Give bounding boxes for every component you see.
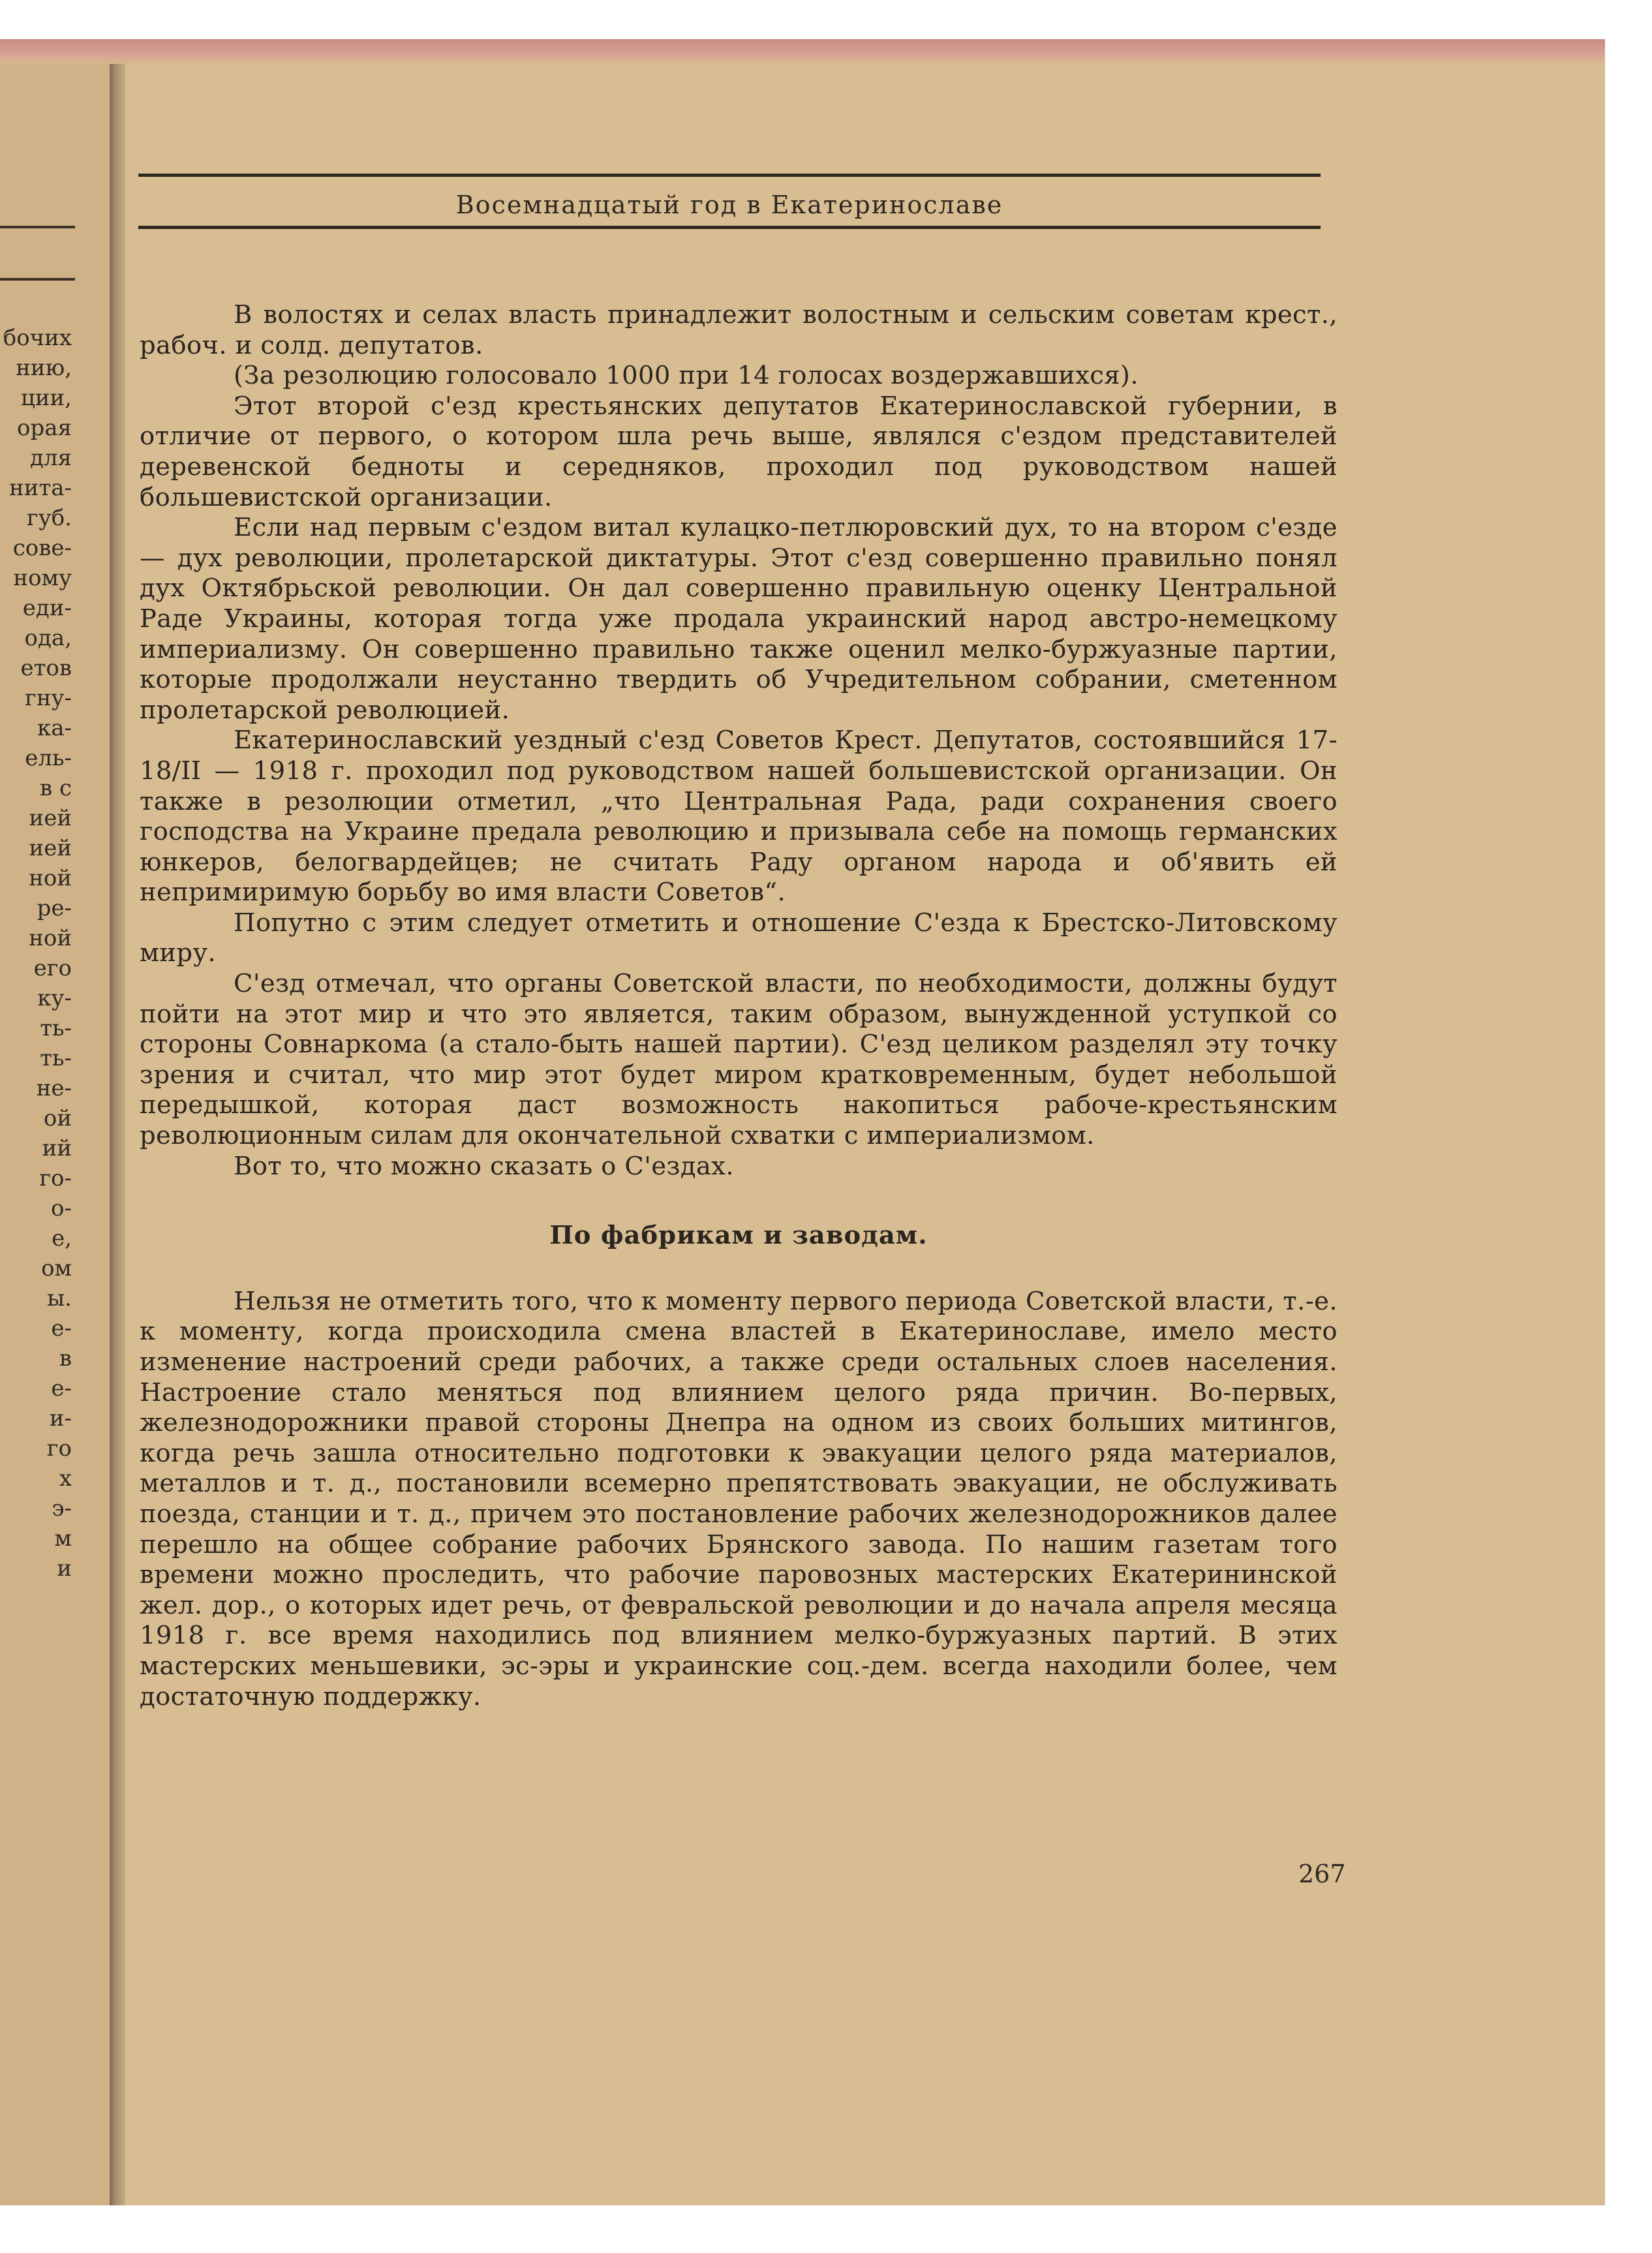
left-page-fragment: ией <box>29 805 72 831</box>
paragraph: Если над первым с'ездом витал кулацко-петлюровский дух, то на втором с'езде — дух революции, пролетарской диктатуры. Этот с'езд совершенно правильно понял дух Октябрьской революции. Он дал совершенно правильную оценку Центральной Раде Украины, которая тогда уже продала украинский народ австро-немецкому империализму. Он совершенно правильно также оценил мелко-буржуазные партии, которые продолжали неустанно твердить об Учредительном собрании, сметенном пролетарской революцией. <box>140 513 1338 725</box>
left-page-fragment: орая <box>17 415 72 441</box>
left-page-fragment: ции, <box>21 385 72 411</box>
left-page-fragment: еди- <box>22 595 72 621</box>
paragraph: Екатеринославский уездный с'езд Советов Крест. Депутатов, состоявшийся 17-18/II — 1918 г. проходил под руководством нашей большевистской организации. Он также в резолюции отметил, „что Центральная Рада, ради сохранения своего господства на Украине предала революцию и призывала себе на помощь германских юнкеров, белогвардейцев; не считать Раду органом народа и об'явить ей непримиримую борьбу во имя власти Советов“. <box>140 726 1338 908</box>
left-page-fragment: е, <box>52 1225 72 1251</box>
left-page-fragment: э- <box>52 1495 72 1522</box>
paragraph: Нельзя не отметить того, что к моменту первого периода Советской власти, т.-е. к моменту, когда происходила смена властей в Екатеринославе, имело место изменение настроений среди рабочих, а также среди остальных слоев населения. Настроение стало меняться под влиянием целого ряда причин. Во-первых, железнодорожники правой стороны Днепра на одном из своих больших митингов, когда речь зашла относительно подготовки к эвакуации целого ряда материалов, металлов и т. д., постановили всемерно препятствовать эвакуации, не обслуживать поезда, станции и т. д., причем это постановление рабочих железнодорожников далее перешло на общее собрание рабочих Брянского завода. По нашим газетам того времени можно проследить, что рабочие паровозных мастерских Екатерининской жел. дор., о которых идет речь, от февральской революции и до начала апреля месяца 1918 г. все время находились под влиянием мелко-буржуазных партий. В этих мастерских меньшевики, эс-эры и украинские соц.-дем. всегда находили более, чем достаточную поддержку. <box>140 1286 1338 1711</box>
left-page-fragment: ой <box>43 1105 72 1131</box>
page-top-edge <box>0 39 1605 64</box>
paragraph: В волостях и селах власть принадлежит волостным и сельским советам крест., рабоч. и солд. депутатов. <box>140 300 1338 360</box>
left-page-fragment: е- <box>51 1315 72 1341</box>
left-page-fragment: и <box>57 1556 72 1582</box>
left-page-fragment: ка- <box>37 715 72 741</box>
left-page-rule <box>0 278 75 281</box>
paragraph: (За резолюцию голосовало 1000 при 14 голосах воздержавшихся). <box>234 361 1139 391</box>
left-page-fragment: го- <box>39 1165 72 1191</box>
left-page-fragment: его <box>33 955 72 981</box>
left-page-fragment: ий <box>42 1135 72 1161</box>
left-page-fragment: для <box>30 445 72 471</box>
left-page-fragment: ией <box>29 835 72 861</box>
section-heading: По фабрикам и заводам. <box>549 1221 928 1251</box>
left-page-fragment: ом <box>41 1255 72 1281</box>
left-page-fragment: нию, <box>16 355 72 381</box>
paragraph: Этот второй с'езд крестьянских депутатов Екатеринославской губернии, в отличие от первого, о котором шла речь выше, являлся с'ездом представителей деревенской бедноты и середняков, проходил под руководством нашей большевистской организации. <box>140 391 1338 512</box>
paragraph-group <box>140 300 1338 1182</box>
header-rule-top <box>138 174 1321 177</box>
left-page <box>0 39 110 2205</box>
left-page-fragment: го <box>46 1435 72 1462</box>
left-page-fragment: ре- <box>37 895 72 921</box>
header-rule-bottom <box>138 226 1321 229</box>
left-page-fragment: бочих <box>3 325 72 351</box>
left-page-fragment: и- <box>49 1405 72 1432</box>
left-page-fragment: ку- <box>37 985 72 1011</box>
left-page-fragment: сове- <box>12 535 72 561</box>
left-page-fragment: е- <box>51 1375 72 1402</box>
left-page-fragment: ть- <box>40 1045 72 1071</box>
left-page-fragment: м <box>54 1525 72 1552</box>
body-text <box>140 300 1338 1712</box>
left-page-fragment: ы. <box>47 1285 72 1311</box>
left-page-fragment: х <box>59 1465 72 1492</box>
left-page-fragment: нита- <box>9 475 72 501</box>
running-head: Восемнадцатый год в Екатеринославе <box>455 191 1003 219</box>
left-page-fragment: ель- <box>25 745 72 771</box>
page-number: 267 <box>1298 1860 1346 1888</box>
left-page-fragment: в <box>59 1345 72 1372</box>
section-paragraph-group <box>140 1287 1338 1712</box>
left-page-fragment: ода, <box>24 625 72 651</box>
left-page-fragment: ть- <box>40 1015 72 1041</box>
paragraph: Вот то, что можно сказать о С'ездах. <box>234 1151 735 1181</box>
left-page-fragment: ной <box>29 865 72 891</box>
left-page-fragment: гну- <box>25 685 72 711</box>
left-page-fragment: ному <box>13 565 72 591</box>
left-page-fragment: етов <box>20 655 72 681</box>
book-gutter <box>110 39 125 2205</box>
left-page-fragment: не- <box>36 1075 72 1101</box>
paragraph: Попутно с этим следует отметить и отношение С'езда к Брестско-Литовскому миру. <box>140 908 1338 968</box>
left-page-fragment: губ. <box>26 505 72 531</box>
left-page-fragment: ной <box>29 925 72 951</box>
left-page-rule <box>0 226 75 228</box>
left-page-fragment: в с <box>40 775 72 801</box>
left-page-fragment: о- <box>51 1195 72 1221</box>
paragraph: С'езд отмечал, что органы Советской власти, по необходимости, должны будут пойти на этот мир и что это является, таким образом, вынужденной уступкой со стороны Совнаркома (а стало-быть нашей партии). С'езд целиком разделял эту точку зрения и считал, что мир этот будет миром кратковременным, будет небольшой передышкой, которая даст возможность накопиться рабоче-крестьянским революционным силам для окончательной схватки с империализмом. <box>140 969 1338 1151</box>
